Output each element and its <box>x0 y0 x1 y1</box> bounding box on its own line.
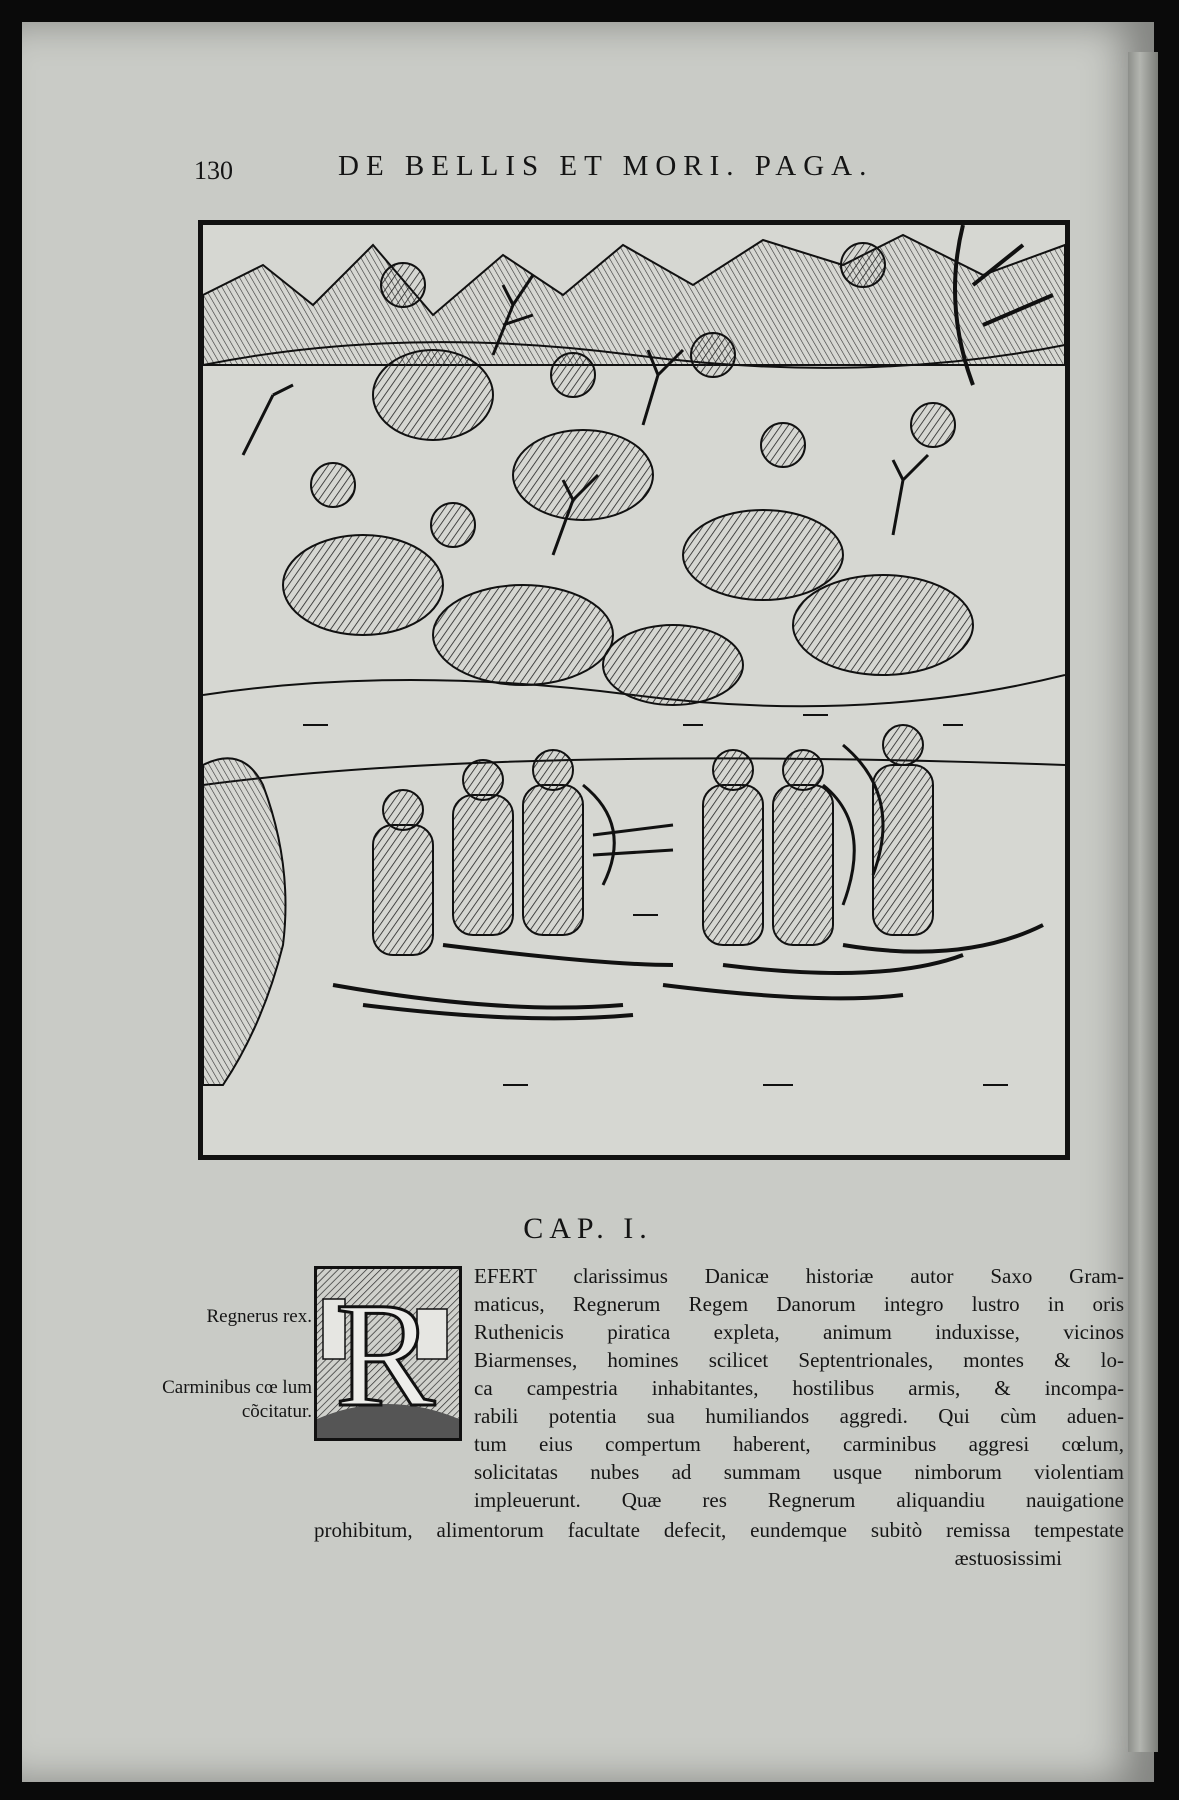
sidenote-regnerus: Regnerus rex. <box>206 1306 312 1327</box>
body-line-10: prohibitum, alimentorum facultate defecit, eundemque subitò remissa tempestate <box>314 1518 1124 1542</box>
woodcut-battle-scene <box>203 225 1065 1155</box>
catchword: æstuosissimi <box>954 1546 1062 1570</box>
body-line-8: solicitatas nubes ad summam usque nimborum violentiam <box>474 1460 1124 1484</box>
book-page <box>22 22 1154 1782</box>
body-line-1: EFERT clarissimus Danicæ historiæ autor Saxo Gram- <box>474 1264 1124 1288</box>
body-line-2: maticus, Regnerum Regem Danorum integro lustro in oris <box>474 1292 1124 1316</box>
running-head <box>22 150 1154 190</box>
running-title: DE BELLIS ET MORI. PAGA. <box>338 150 874 182</box>
body-line-7: tum eius compertum haberent, carminibus aggresi cœlum, <box>474 1432 1124 1456</box>
sidenote-carminibus: Carminibus cœ lum cõcitatur. <box>162 1377 312 1422</box>
body-line-3: Ruthenicis piratica expleta, animum induxisse, vicinos <box>474 1320 1124 1344</box>
page-number: 130 <box>194 156 233 185</box>
body-line-5: ca campestria inhabitantes, hostilibus armis, & incompa- <box>474 1376 1124 1400</box>
chapter-heading: CAP. I. <box>523 1212 653 1245</box>
body-line-9: impleuerunt. Quæ res Regnerum aliquandiu nauigatione <box>474 1488 1124 1512</box>
body-line-4: Biarmenses, homines scilicet Septentrionales, montes & lo- <box>474 1348 1124 1372</box>
decorated-initial <box>314 1266 462 1441</box>
body-line-6: rabili potentia sua humiliandos aggredi. Qui cùm aduen- <box>474 1404 1124 1428</box>
woodcut-illustration <box>198 220 1070 1160</box>
page-edge <box>1128 52 1158 1752</box>
initial-letter: R <box>335 1272 436 1438</box>
